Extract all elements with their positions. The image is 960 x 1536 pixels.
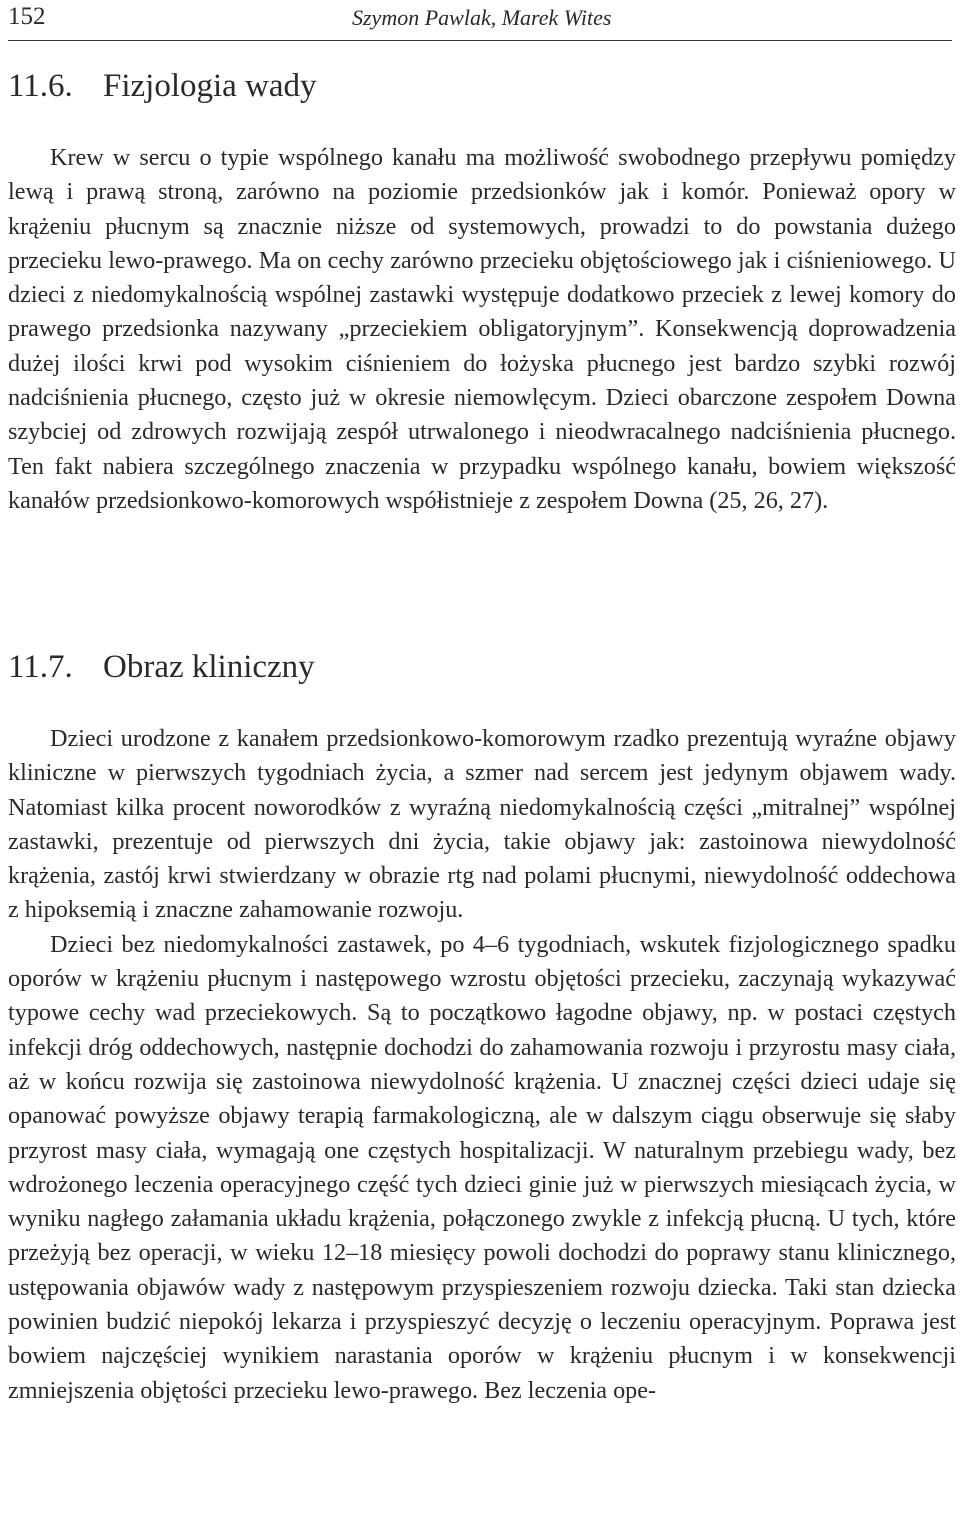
running-header [8, 0, 952, 41]
section-body-obraz-kliniczny [8, 722, 956, 1408]
section-heading-fizjologia [8, 66, 317, 106]
section-body-fizjologia [8, 141, 956, 518]
paragraph: Dzieci bez niedomykalności zastawek, po 4–6 tygodniach, wskutek fizjologicznego spadku oporów w krążeniu płucnym i następowego wzrostu objętości przecieku, zaczynają wykazywać typowe cechy wad przeciekowych. Są to początkowo łagodne objawy, np. w postaci częstych infekcji dróg oddechowych, następnie dochodzi do zahamowania rozwoju i przyrostu masy ciała, aż w końcu rozwija się zastoinowa niewydolność krążenia. U znacznej części dzieci udaje się opanować powyższe objawy terapią farmakologiczną, ale w dalszym ciągu obserwuje się słaby przyrost masy ciała, wymagają one częstych hospitalizacji. W naturalnym przebiegu wady, bez wdrożonego leczenia operacyjnego część tych dzieci ginie już w pierwszych miesiącach życia, w wyniku nagłego załamania układu krążenia, połączonego zwykle z infekcją płucną. U tych, które przeżyją bez operacji, w wieku 12–18 miesięcy powoli dochodzi do poprawy stanu klinicznego, ustępowania objawów wady z następowym przyspieszeniem rozwoju dziecka. Taki stan dziecka powinien budzić niepokój lekarza i przyspieszyć decyzję o leczeniu operacyjnym. Poprawa jest bowiem najczęściej wynikiem narastania oporów w krążeniu płucnym i w konsekwencji zmniejszenia objętości przecieku lewo-prawego. Bez leczenia ope- [8, 930, 956, 1404]
section-title: Fizjologia wady [103, 68, 317, 104]
paragraph: Krew w sercu o typie wspólnego kanału ma możliwość swobodnego przepływu pomiędzy lewą i prawą stroną, zarówno na poziomie przedsionków jak i komór. Ponieważ opory w krążeniu płucnym są znacznie niższe od systemowych, prowadzi to do powstania dużego przecieku lewo-prawego. Ma on cechy zarówno przecieku objętościowego jak i ciśnieniowego. U dzieci z niedomykalnością wspólnej zastawki występuje dodatkowo przeciek z lewej komory do prawego przedsionka nazywany „przeciekiem obligatoryjnym”. Konsekwencją doprowadzenia dużej ilości krwi pod wysokim ciśnieniem do łożyska płucnego jest bardzo szybki rozwój nadciśnienia płucnego, często już w okresie niemowlęcym. Dzieci obarczone zespołem Downa szybciej od zdrowych rozwijają zespół utrwalonego i nieodwracalnego nadciśnienia płucnego. Ten fakt nabiera szczególnego znaczenia w przypadku wspólnego kanału, bowiem większość kanałów przedsionkowo-komorowych współistnieje z zespołem Downa (25, 26, 27). [8, 144, 956, 514]
section-heading-obraz-kliniczny [8, 647, 315, 687]
page-number: 152 [8, 3, 46, 30]
section-number: 11.6. [8, 68, 73, 104]
section-number: 11.7. [8, 649, 73, 685]
running-title-authors: Szymon Pawlak, Marek Wites [352, 5, 612, 30]
paragraph: Dzieci urodzone z kanałem przedsionkowo-komorowym rzadko prezentują wyraźne objawy kliniczne w pierwszych tygodniach życia, a szmer nad sercem jest jedynym objawem wady. Natomiast kilka procent noworodków z wyraźną niedomykalnością części „mitralnej” wspólnej zastawki, prezentuje od pierwszych dni życia, takie objawy jak: zastoinowa niewydolność krążenia, zastój krwi stwierdzany w obrazie rtg nad polami płucnymi, niewydolność oddechowa z hipoksemią i znaczne zahamowanie rozwoju. [8, 725, 956, 924]
section-title: Obraz kliniczny [103, 649, 315, 685]
